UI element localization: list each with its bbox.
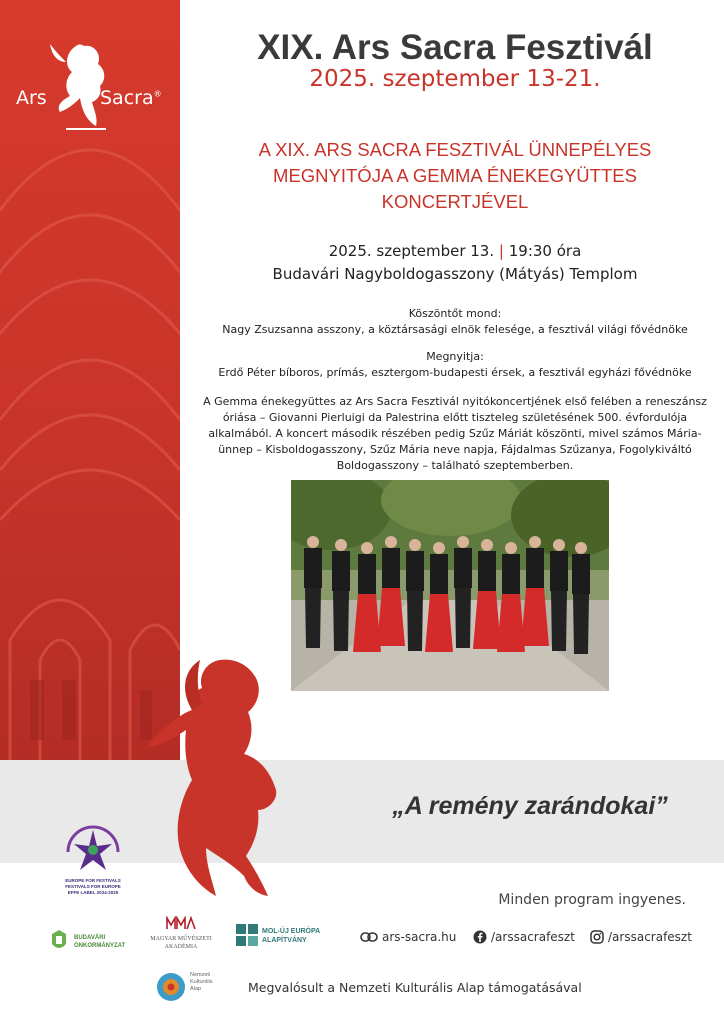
effe-line1: EUROPE FOR FESTIVALS bbox=[65, 878, 121, 883]
opening-section: Megnyitja: Erdő Péter bíboros, prímás, esztergom-budapesti érsek, a fesztivál egyházi fővédnöke bbox=[218, 350, 692, 379]
effe-star-icon bbox=[58, 818, 128, 878]
greeting-section: Köszöntőt mond: Nagy Zsuzsanna asszony, a köztársasági elnök felesége, a fesztivál világi fővédnöke bbox=[222, 307, 688, 336]
facebook-text: /arssacrafeszt bbox=[491, 930, 575, 944]
nka-emblem-icon bbox=[156, 972, 186, 1002]
facebook-icon bbox=[473, 930, 487, 944]
festival-dates: 2025. szeptember 13-21. bbox=[309, 66, 601, 92]
instagram-text: /arssacrafeszt bbox=[608, 930, 692, 944]
website-link[interactable] bbox=[360, 930, 456, 944]
singer-figure bbox=[332, 539, 350, 651]
link-icon bbox=[360, 931, 378, 943]
logo-sacra-text: Sacra® bbox=[100, 87, 162, 109]
singer-figure bbox=[454, 536, 472, 648]
budavari-crest-icon bbox=[50, 928, 68, 952]
event-headline: A XIX. ARS SACRA FESZTIVÁL ÜNNEPÉLYES MEGNYITÓJA A GEMMA ÉNEKEGYÜTTES KONCERTJÉVEL bbox=[258, 139, 652, 212]
nka-logo: Nemzeti Kulturális Alap bbox=[156, 970, 226, 1004]
website-text: ars-sacra.hu bbox=[382, 930, 457, 944]
singer-figure bbox=[304, 536, 322, 648]
mol-mark-icon bbox=[236, 924, 258, 946]
cherub-silhouette bbox=[140, 650, 340, 910]
page-title: XIX. Ars Sacra Fesztivál bbox=[257, 28, 653, 67]
instagram-icon bbox=[590, 930, 604, 944]
singer-figure bbox=[572, 542, 590, 654]
festival-motto: „A remény zarándokai” bbox=[392, 792, 668, 820]
facebook-link[interactable] bbox=[473, 930, 575, 944]
ars-sacra-logo bbox=[14, 40, 174, 140]
mma-mark-icon bbox=[166, 916, 196, 930]
singer-figure bbox=[406, 539, 424, 651]
event-datetime: 2025. szeptember 13. | 19:30 óra bbox=[328, 242, 582, 260]
support-note: Megvalósult a Nemzeti Kulturális Alap támogatásával bbox=[248, 980, 582, 995]
instagram-link[interactable] bbox=[590, 930, 692, 944]
free-admission-note: Minden program ingyenes. bbox=[498, 892, 686, 908]
effe-line2: FESTIVALS FOR EUROPE bbox=[65, 884, 121, 889]
event-venue: Budavári Nagyboldogasszony (Mátyás) Templom bbox=[272, 265, 638, 283]
mma-logo: MAGYAR MŰVÉSZETI AKADÉMIA bbox=[146, 916, 216, 951]
effe-line3: EFFE LABEL 2024-2025 bbox=[67, 890, 119, 895]
event-description: A Gemma énekegyüttes az Ars Sacra Fesztivál nyitókoncertjének első felében a reneszánsz óriása – Giovanni Pierluigi da Palestrina előtt tiszteleg születésének 500. évfordulója alkalmából. A koncert második részében pedig Szűz Máriát köszönti, mivel számos Mária- ünnep – Kisboldogasszony, Szűz Mária neve napja, Fájdalmas Szűzanya, Fogolykiváltó Boldogasszony – található szeptemberben. bbox=[203, 395, 707, 472]
effe-label bbox=[58, 818, 128, 906]
singer-figure bbox=[550, 539, 568, 651]
logo-ars-text: Ars bbox=[16, 87, 47, 109]
